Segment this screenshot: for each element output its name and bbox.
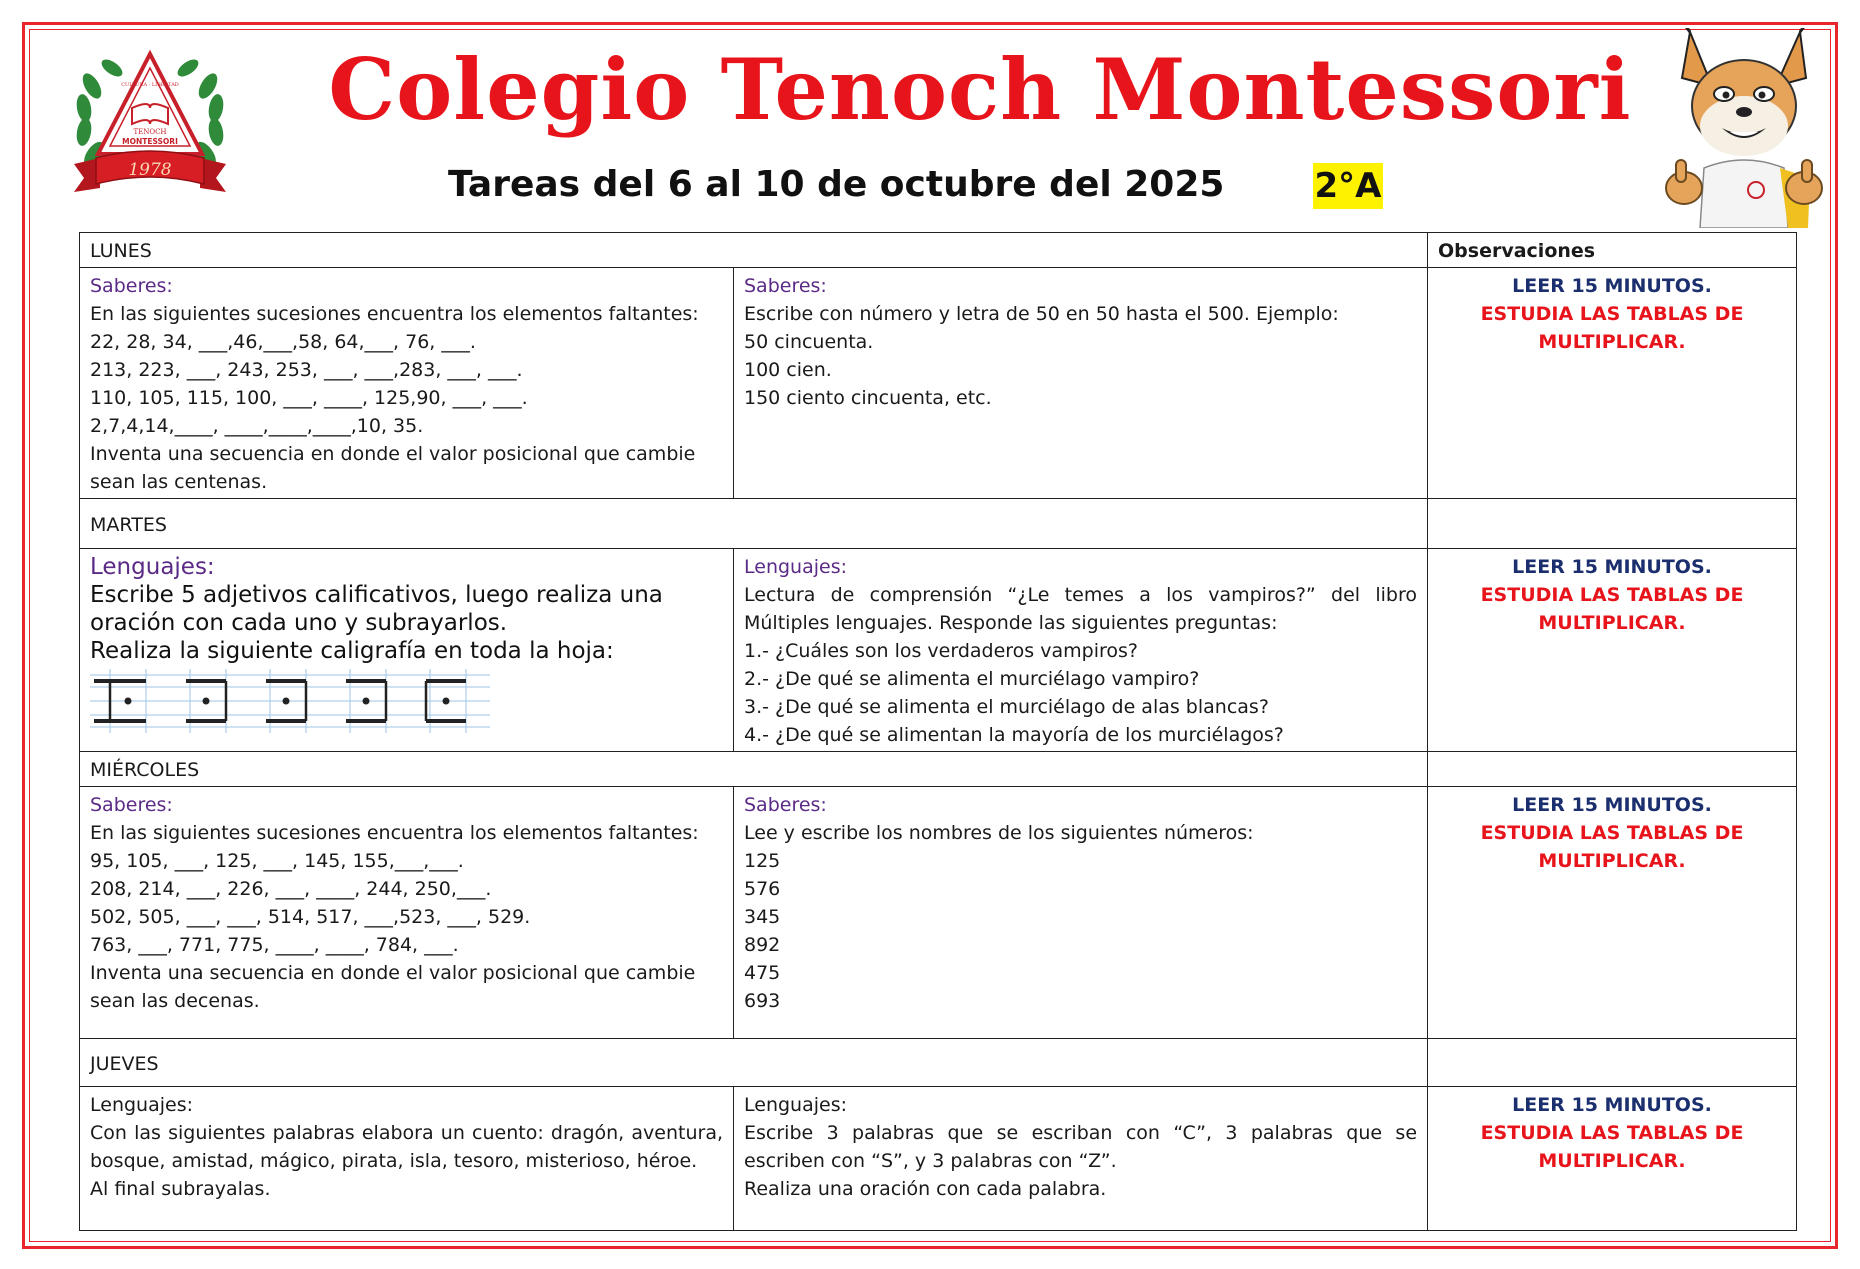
- school-logo: [70, 46, 230, 204]
- task-line: 693: [744, 990, 781, 1012]
- task-row: [80, 268, 1797, 499]
- task-line: 213, 223, ___, 243, 253, ___, ___,283, ___, ___.: [90, 359, 523, 381]
- obs-tables: ESTUDIA LAS TABLAS DE MULTIPLICAR.: [1480, 584, 1744, 634]
- task-cell-col1: [80, 549, 734, 752]
- observation-cell: [1428, 549, 1797, 752]
- task-line: Inventa una secuencia en donde el valor posicional que cambie sean las centenas.: [90, 443, 696, 493]
- task-line: Realiza una oración con cada palabra.: [744, 1178, 1107, 1200]
- obs-tables: ESTUDIA LAS TABLAS DE MULTIPLICAR.: [1480, 303, 1744, 353]
- task-line: 2,7,4,14,____, ____,____,____,10, 35.: [90, 415, 424, 437]
- observation-empty: [1428, 499, 1797, 549]
- observaciones-header: Observaciones: [1428, 233, 1797, 268]
- task-line: 2.- ¿De qué se alimenta el murciélago vampiro?: [744, 668, 1200, 690]
- subject-label: Lenguajes:: [744, 556, 847, 578]
- task-cell-col2: [734, 787, 1428, 1039]
- observation-empty: [1428, 1039, 1797, 1087]
- task-line: Escribe con número y letra de 50 en 50 hasta el 500. Ejemplo:: [744, 303, 1339, 325]
- task-row: [80, 549, 1797, 752]
- obs-read: LEER 15 MINUTOS.: [1512, 275, 1712, 297]
- subject-label: Saberes:: [90, 275, 173, 297]
- task-line: Lee y escribe los nombres de los siguientes números:: [744, 822, 1254, 844]
- task-line: Inventa una secuencia en donde el valor posicional que cambie sean las decenas.: [90, 962, 696, 1012]
- task-row: [80, 787, 1797, 1039]
- task-cell-col2: [734, 1087, 1428, 1231]
- task-line: Realiza la siguiente caligrafía en toda la hoja:: [90, 638, 614, 664]
- day-header-row: [80, 233, 1797, 268]
- task-line: Lectura de comprensión “¿Le temes a los vampiros?” del libro Múltiples lenguajes. Responde las siguientes preguntas:: [744, 584, 1418, 634]
- logo-top-text: CULTURA · LIBERTAD: [121, 82, 179, 88]
- observation-cell: [1428, 268, 1797, 499]
- page-title: Colegio Tenoch Montessori: [328, 40, 1632, 139]
- task-line: En las siguientes sucesiones encuentra los elementos faltantes:: [90, 822, 699, 844]
- task-line: 208, 214, ___, 226, ___, ____, 244, 250,___.: [90, 878, 492, 900]
- task-cell-col1: [80, 1087, 734, 1231]
- task-line: 1.- ¿Cuáles son los verdaderos vampiros?: [744, 640, 1138, 662]
- subject-label: Lenguajes:: [90, 1094, 193, 1116]
- obs-tables: ESTUDIA LAS TABLAS DE MULTIPLICAR.: [1480, 1122, 1744, 1172]
- task-line: Al final subrayalas.: [90, 1178, 271, 1200]
- task-line: 50 cincuenta.: [744, 331, 874, 353]
- task-line: 150 ciento cincuenta, etc.: [744, 387, 992, 409]
- task-line: 892: [744, 934, 781, 956]
- obs-read: LEER 15 MINUTOS.: [1512, 1094, 1712, 1116]
- task-line: 576: [744, 878, 781, 900]
- page-subtitle: Tareas del 6 al 10 de octubre del 2025: [448, 164, 1225, 205]
- observation-cell: [1428, 787, 1797, 1039]
- task-line: 125: [744, 850, 781, 872]
- day-header-row: [80, 1039, 1797, 1087]
- obs-read: LEER 15 MINUTOS.: [1512, 794, 1712, 816]
- task-line: 3.- ¿De qué se alimenta el murciélago de alas blancas?: [744, 696, 1269, 718]
- task-row: [80, 1087, 1797, 1231]
- task-cell-col1: [80, 268, 734, 499]
- day-label-lunes: LUNES: [80, 233, 1428, 268]
- day-label-martes: MARTES: [80, 499, 1428, 549]
- task-line: Escribe 3 palabras que se escriban con “C”, 3 palabras que se escriben con “S”, y 3 palabras con “Z”.: [744, 1122, 1418, 1172]
- day-label-jueves: JUEVES: [80, 1039, 1428, 1087]
- day-header-row: [80, 752, 1797, 787]
- task-line: 345: [744, 906, 781, 928]
- task-line: 100 cien.: [744, 359, 832, 381]
- day-header-row: [80, 499, 1797, 549]
- subject-label: Lenguajes:: [744, 1094, 847, 1116]
- task-cell-col2: [734, 268, 1428, 499]
- observation-cell: [1428, 1087, 1797, 1231]
- obs-tables: ESTUDIA LAS TABLAS DE MULTIPLICAR.: [1480, 822, 1744, 872]
- logo-year: 1978: [128, 160, 172, 180]
- observation-empty: [1428, 752, 1797, 787]
- obs-read: LEER 15 MINUTOS.: [1512, 556, 1712, 578]
- calligraphy-pattern: [90, 669, 490, 733]
- task-cell-col2: [734, 549, 1428, 752]
- task-line: 95, 105, ___, 125, ___, 145, 155,___,___.: [90, 850, 464, 872]
- logo-name2: MONTESSORI: [122, 137, 178, 146]
- task-cell-col1: [80, 787, 734, 1039]
- subject-label: Saberes:: [744, 275, 827, 297]
- task-line: 502, 505, ___, ___, 514, 517, ___,523, ___, 529.: [90, 906, 531, 928]
- grade-badge: 2°A: [1313, 163, 1383, 209]
- task-line: 22, 28, 34, ___,46,___,58, 64,___, 76, ___.: [90, 331, 476, 353]
- day-label-miercoles: MIÉRCOLES: [80, 752, 1428, 787]
- task-line: 110, 105, 115, 100, ___, ____, 125,90, ___, ___.: [90, 387, 528, 409]
- lynx-mascot-icon: [1660, 28, 1824, 228]
- task-line: 763, ___, 771, 775, ____, ____, 784, ___.: [90, 934, 459, 956]
- subject-label: Saberes:: [90, 794, 173, 816]
- task-line: Con las siguientes palabras elabora un cuento: dragón, aventura, bosque, amistad, mágico, pirata, isla, tesoro, misterioso, héroe.: [90, 1122, 723, 1172]
- task-line: En las siguientes sucesiones encuentra los elementos faltantes:: [90, 303, 699, 325]
- tasks-table: [79, 232, 1797, 1231]
- task-line: 4.- ¿De qué se alimentan la mayoría de los murciélagos?: [744, 724, 1284, 746]
- task-line: Escribe 5 adjetivos calificativos, luego realiza una oración con cada uno y subrayarlos.: [90, 582, 663, 636]
- subject-label: Saberes:: [744, 794, 827, 816]
- task-line: 475: [744, 962, 781, 984]
- logo-name1: TENOCH: [133, 128, 167, 136]
- subject-label: Lenguajes:: [90, 554, 215, 580]
